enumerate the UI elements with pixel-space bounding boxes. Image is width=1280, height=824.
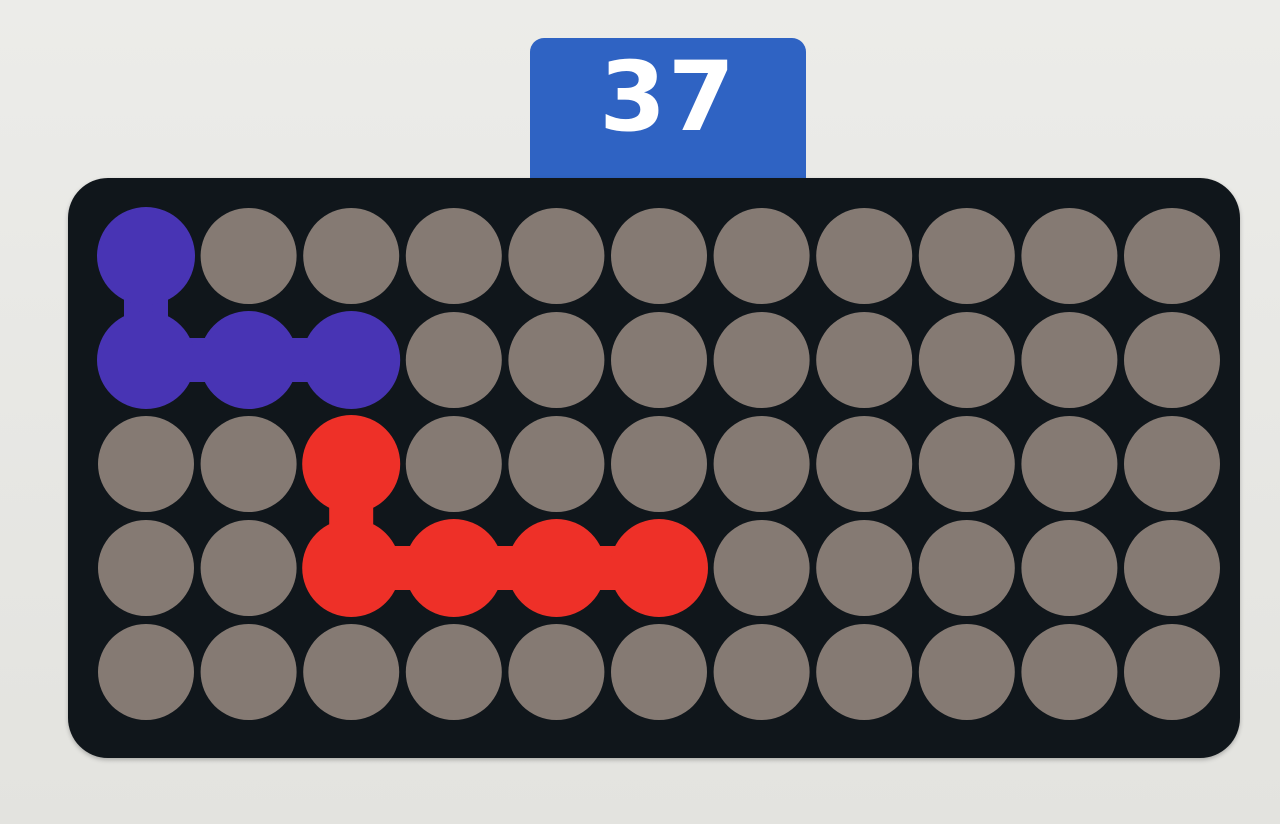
red-piece-cell-r3-c5[interactable] xyxy=(610,519,708,617)
empty-cell-r0-c5[interactable] xyxy=(611,208,707,304)
empty-cell-r4-c5[interactable] xyxy=(611,624,707,720)
empty-cell-r0-c9[interactable] xyxy=(1021,208,1117,304)
empty-cell-r4-c10[interactable] xyxy=(1124,624,1220,720)
empty-cell-r3-c1[interactable] xyxy=(201,520,297,616)
empty-cell-r1-c9[interactable] xyxy=(1021,312,1117,408)
empty-cell-r1-c7[interactable] xyxy=(816,312,912,408)
empty-cell-r1-c3[interactable] xyxy=(406,312,502,408)
level-badge xyxy=(530,38,806,188)
empty-cell-r4-c9[interactable] xyxy=(1021,624,1117,720)
blue-piece-cell-r1-c0[interactable] xyxy=(97,311,195,409)
empty-cell-r1-c4[interactable] xyxy=(508,312,604,408)
empty-cell-r3-c0[interactable] xyxy=(98,520,194,616)
empty-cell-r2-c3[interactable] xyxy=(406,416,502,512)
empty-cell-r4-c4[interactable] xyxy=(508,624,604,720)
empty-cell-r4-c1[interactable] xyxy=(201,624,297,720)
empty-cell-r0-c7[interactable] xyxy=(816,208,912,304)
empty-cell-r2-c8[interactable] xyxy=(919,416,1015,512)
empty-cell-r1-c10[interactable] xyxy=(1124,312,1220,408)
empty-cell-r4-c6[interactable] xyxy=(714,624,810,720)
board-grid[interactable] xyxy=(68,178,1240,758)
empty-cell-r4-c8[interactable] xyxy=(919,624,1015,720)
empty-cell-r3-c10[interactable] xyxy=(1124,520,1220,616)
blue-piece-cell-r0-c0[interactable] xyxy=(97,207,195,305)
red-piece-cell-r2-c2[interactable] xyxy=(302,415,400,513)
red-piece-cell-r3-c4[interactable] xyxy=(507,519,605,617)
empty-cell-r3-c7[interactable] xyxy=(816,520,912,616)
empty-cell-r2-c6[interactable] xyxy=(714,416,810,512)
empty-cell-r2-c1[interactable] xyxy=(201,416,297,512)
empty-cell-r2-c0[interactable] xyxy=(98,416,194,512)
empty-cell-r1-c5[interactable] xyxy=(611,312,707,408)
level-number: 37 xyxy=(599,41,737,153)
red-piece-cell-r3-c3[interactable] xyxy=(405,519,503,617)
game-board[interactable] xyxy=(68,178,1240,758)
empty-cell-r2-c4[interactable] xyxy=(508,416,604,512)
blue-piece-cell-r1-c2[interactable] xyxy=(302,311,400,409)
empty-cell-r2-c5[interactable] xyxy=(611,416,707,512)
empty-cell-r2-c10[interactable] xyxy=(1124,416,1220,512)
empty-cell-r3-c8[interactable] xyxy=(919,520,1015,616)
empty-cell-r1-c8[interactable] xyxy=(919,312,1015,408)
empty-cell-r0-c1[interactable] xyxy=(201,208,297,304)
empty-cell-r0-c4[interactable] xyxy=(508,208,604,304)
empty-cell-r4-c3[interactable] xyxy=(406,624,502,720)
empty-cell-r0-c6[interactable] xyxy=(714,208,810,304)
empty-cell-r2-c7[interactable] xyxy=(816,416,912,512)
empty-cell-r0-c3[interactable] xyxy=(406,208,502,304)
blue-piece-cell-r1-c1[interactable] xyxy=(200,311,298,409)
empty-cell-r3-c9[interactable] xyxy=(1021,520,1117,616)
red-piece-cell-r3-c2[interactable] xyxy=(302,519,400,617)
empty-cell-r0-c8[interactable] xyxy=(919,208,1015,304)
empty-cell-r1-c6[interactable] xyxy=(714,312,810,408)
empty-cell-r2-c9[interactable] xyxy=(1021,416,1117,512)
empty-cell-r0-c2[interactable] xyxy=(303,208,399,304)
empty-cell-r0-c10[interactable] xyxy=(1124,208,1220,304)
empty-cell-r4-c7[interactable] xyxy=(816,624,912,720)
empty-cell-r3-c6[interactable] xyxy=(714,520,810,616)
empty-cell-r4-c2[interactable] xyxy=(303,624,399,720)
empty-cell-r4-c0[interactable] xyxy=(98,624,194,720)
